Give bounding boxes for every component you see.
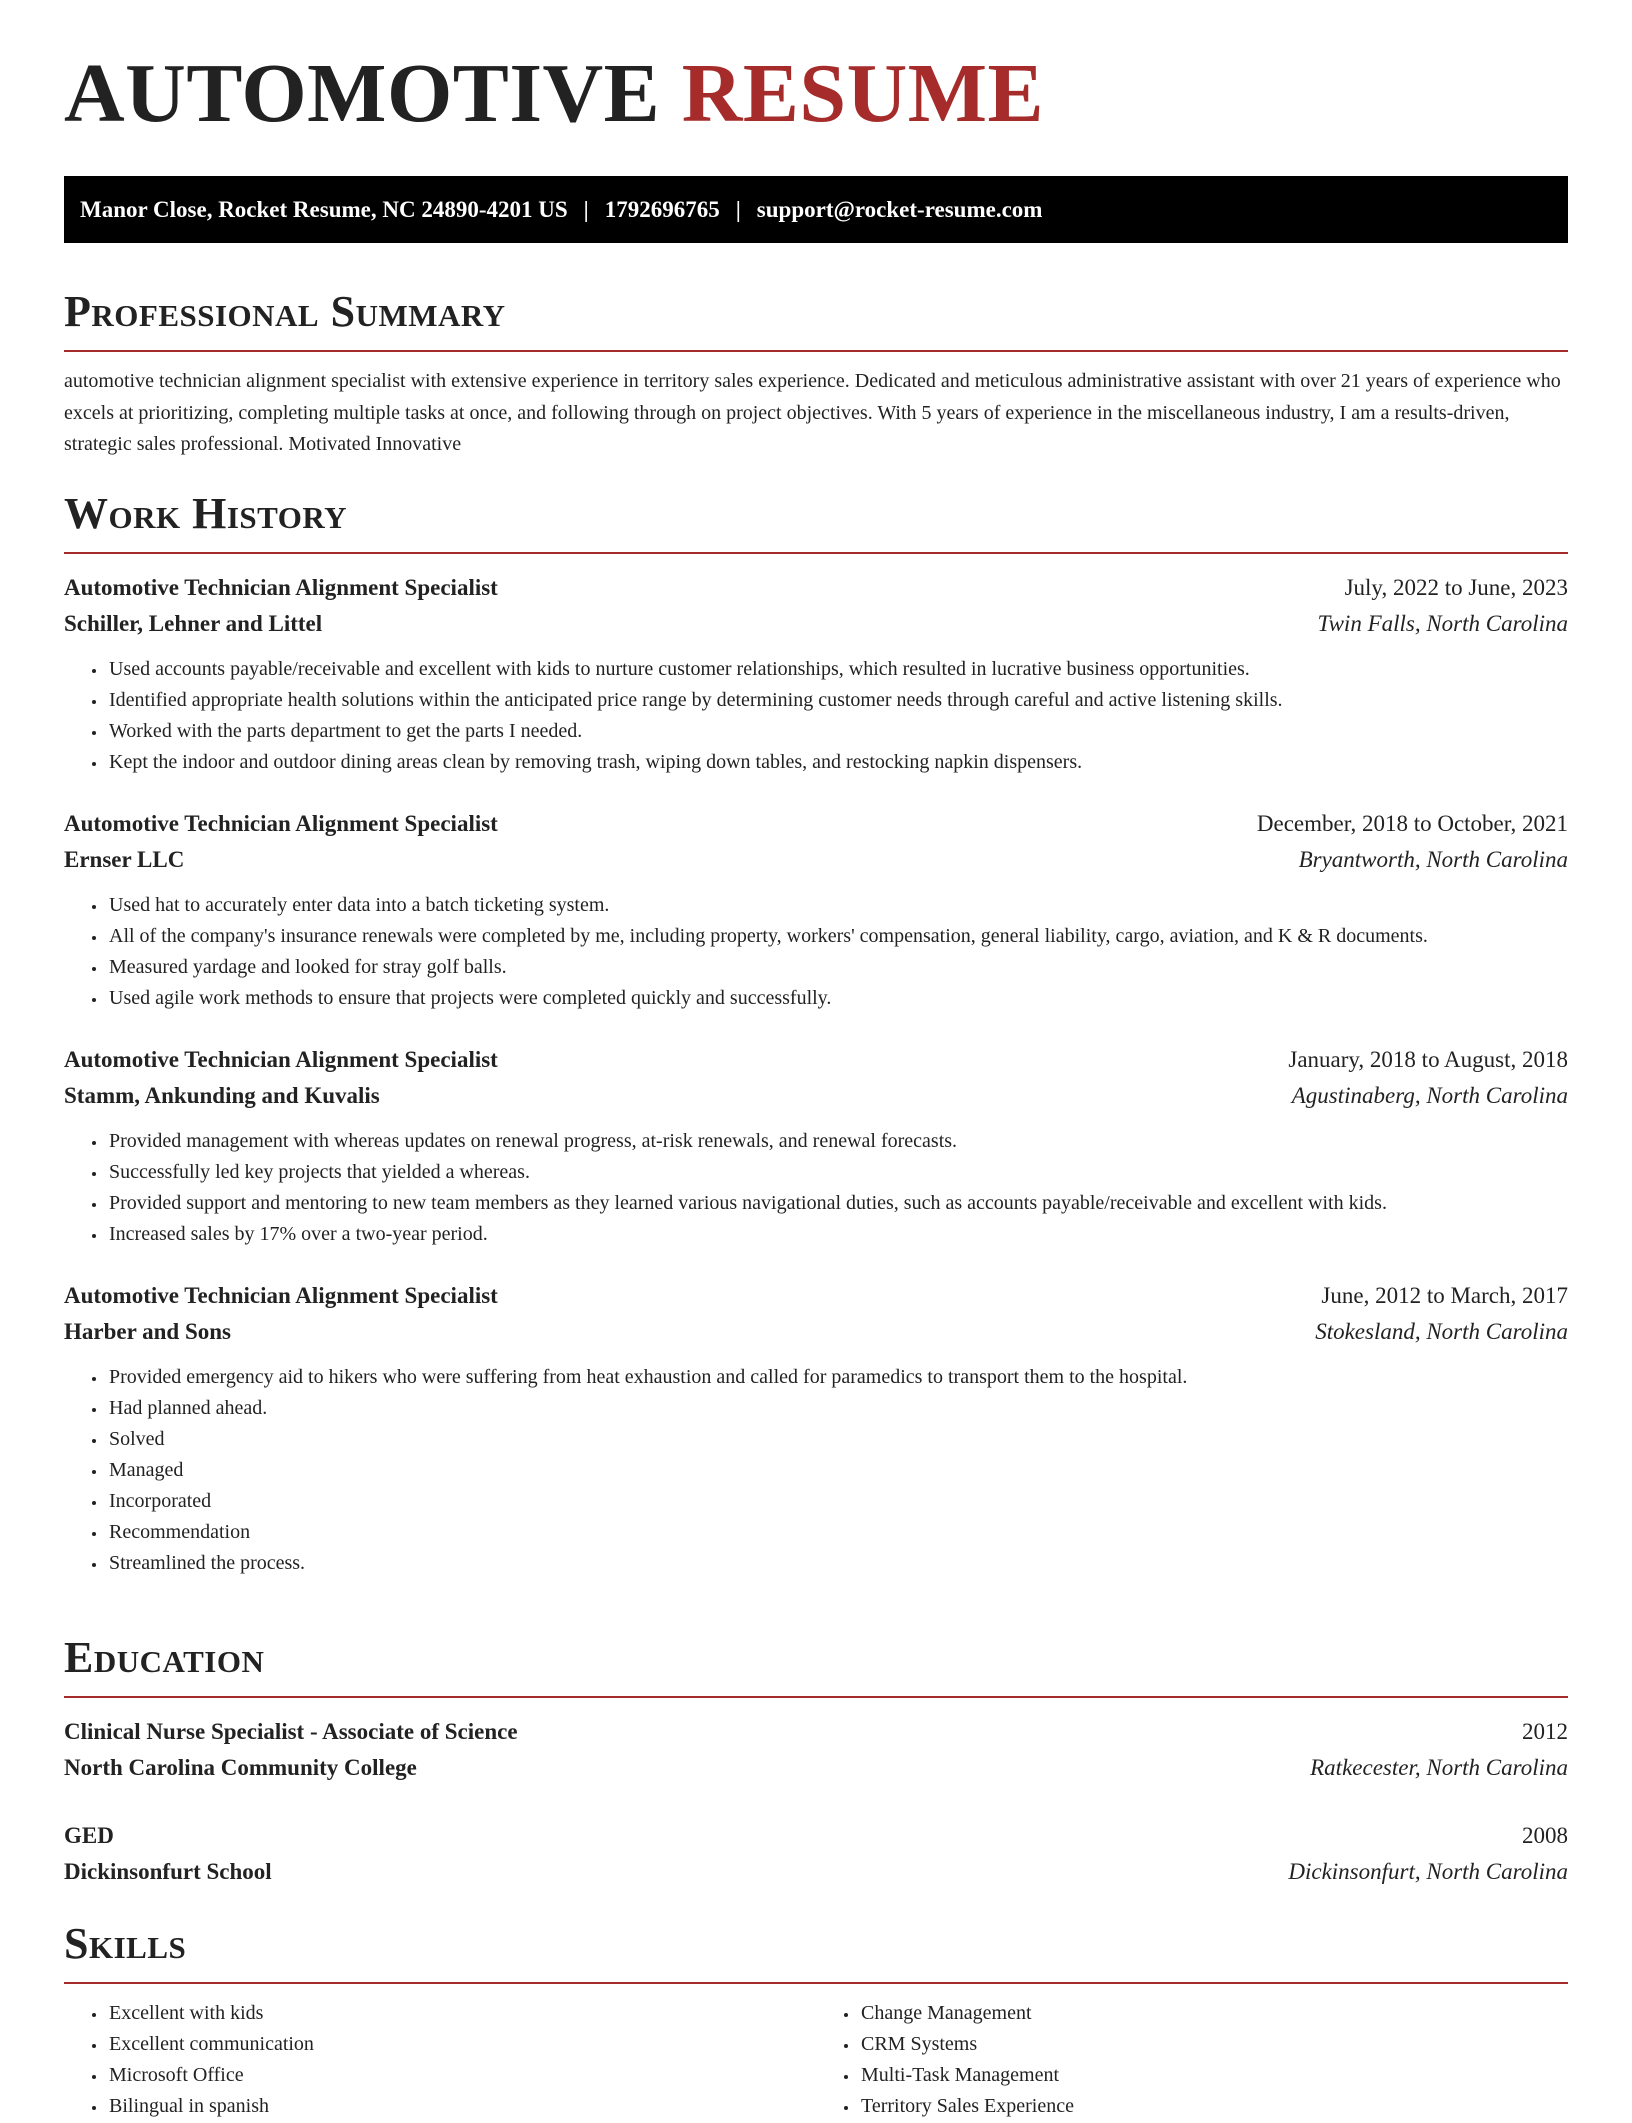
job-bullet: • Used hat to accurately enter data into a batch ticketing system.: [107, 890, 1568, 921]
job-dates: June, 2012 to March, 2017: [1321, 1283, 1568, 1308]
job-bullet: • Measured yardage and looked for stray golf balls.: [107, 952, 1568, 983]
job-bullets: [64, 654, 1568, 778]
skill-item: • CRM Systems: [859, 2029, 1568, 2060]
job-company: Schiller, Lehner and Littel: [64, 611, 323, 636]
job-title: Automotive Technician Alignment Specialist: [64, 1283, 498, 1308]
edu-location: Dickinsonfurt, North Carolina: [1288, 1859, 1568, 1884]
job-bullet: • Kept the indoor and outdoor dining areas clean by removing trash, wiping down tables, and restocking napkin dispensers.: [107, 747, 1568, 778]
job-bullet: • Solved: [107, 1424, 1568, 1455]
job-title: Automotive Technician Alignment Specialist: [64, 1047, 498, 1072]
job-bullet: • Incorporated: [107, 1486, 1568, 1517]
skills-columns: [64, 1998, 1568, 2122]
job-entry: [64, 1278, 1568, 1579]
resume-title: [64, 47, 1045, 140]
skills-heading: Skills: [64, 1922, 1568, 1984]
education-section: [64, 1633, 1568, 1890]
education-entry: [64, 1714, 1568, 1786]
job-bullet: • Streamlined the process.: [107, 1548, 1568, 1579]
contact-separator: |: [583, 197, 589, 222]
edu-degree: GED: [64, 1823, 114, 1848]
skill-item: • Territory Sales Experience: [859, 2091, 1568, 2122]
job-location: Stokesland, North Carolina: [1315, 1319, 1568, 1344]
job-bullet: • Provided management with whereas updates on renewal progress, at-risk renewals, and renewal forecasts.: [107, 1126, 1568, 1157]
education-heading: Education: [64, 1636, 1568, 1698]
edu-school: Dickinsonfurt School: [64, 1859, 272, 1884]
skill-item: • Multi-Task Management: [859, 2060, 1568, 2091]
summary-heading: Professional Summary: [64, 290, 1568, 352]
skill-item: • Excellent with kids: [107, 1998, 816, 2029]
job-location: Bryantworth, North Carolina: [1298, 847, 1568, 872]
job-bullet: • Used accounts payable/receivable and excellent with kids to nurture customer relationships, which resulted in lucrative business opportunities.: [107, 654, 1568, 685]
skills-section: [64, 1919, 1568, 2122]
job-bullet: • Provided emergency aid to hikers who were suffering from heat exhaustion and called for paramedics to transport them to the hospital.: [107, 1362, 1568, 1393]
job-company: Stamm, Ankunding and Kuvalis: [64, 1083, 380, 1108]
job-bullet: • Successfully led key projects that yielded a whereas.: [107, 1157, 1568, 1188]
job-bullet: • Provided support and mentoring to new team members as they learned various navigational duties, such as accounts payable/receivable and excellent with kids.: [107, 1188, 1568, 1219]
skill-item: • Bilingual in spanish: [107, 2091, 816, 2122]
job-bullet: • All of the company's insurance renewals were completed by me, including property, workers' compensation, general liability, cargo, aviation, and K & R documents.: [107, 921, 1568, 952]
job-company: Harber and Sons: [64, 1319, 232, 1344]
job-location: Agustinaberg, North Carolina: [1291, 1083, 1568, 1108]
job-dates: July, 2022 to June, 2023: [1344, 575, 1568, 600]
job-bullets: [64, 1362, 1568, 1579]
contact-separator: |: [735, 197, 741, 222]
job-bullet: • Identified appropriate health solutions within the anticipated price range by determining customer needs through careful and active listening skills.: [107, 685, 1568, 716]
job-bullet: • Managed: [107, 1455, 1568, 1486]
edu-year: 2012: [1522, 1719, 1568, 1744]
job-company: Ernser LLC: [64, 847, 185, 872]
skills-list-left: [64, 1998, 816, 2122]
skill-item: • Excellent communication: [107, 2029, 816, 2060]
title-word-1: AUTOMOTIVE: [64, 47, 661, 140]
job-bullet: • Had planned ahead.: [107, 1393, 1568, 1424]
contact-phone: 1792696765: [604, 197, 720, 222]
job-title: Automotive Technician Alignment Specialist: [64, 575, 498, 600]
edu-location: Ratkecester, North Carolina: [1310, 1755, 1568, 1780]
education-entry: [64, 1818, 1568, 1890]
job-bullets: [64, 890, 1568, 1014]
job-title: Automotive Technician Alignment Specialist: [64, 811, 498, 836]
summary-text: automotive technician alignment specialist with extensive experience in territory sales experience. Dedicated and meticulous administrative assistant with over 21 years of experience who excels at prioritizing, completing multiple tasks at once, and following through on project objectives. With 5 years of experience in the miscellaneous industry, I am a results-driven, strategic sales professional. Motivated Innovative: [64, 370, 1561, 455]
work-history-heading: Work History: [64, 492, 1568, 554]
job-bullet: • Used agile work methods to ensure that projects were completed quickly and successfully.: [107, 983, 1568, 1014]
skill-item: • Change Management: [859, 1998, 1568, 2029]
skills-list-right: [816, 1998, 1568, 2122]
contact-address: Manor Close, Rocket Resume, NC 24890-4201 US: [80, 197, 568, 222]
job-entry: [64, 570, 1568, 778]
job-bullet: • Recommendation: [107, 1517, 1568, 1548]
job-entry: [64, 806, 1568, 1014]
edu-year: 2008: [1522, 1823, 1568, 1848]
job-location: Twin Falls, North Carolina: [1317, 611, 1568, 636]
job-bullet: • Increased sales by 17% over a two-year period.: [107, 1219, 1568, 1250]
edu-degree: Clinical Nurse Specialist - Associate of Science: [64, 1719, 518, 1744]
job-bullet: • Worked with the parts department to get the parts I needed.: [107, 716, 1568, 747]
job-dates: December, 2018 to October, 2021: [1256, 811, 1568, 836]
title-word-2: RESUME: [681, 47, 1045, 140]
job-bullets: [64, 1126, 1568, 1250]
skill-item: • Microsoft Office: [107, 2060, 816, 2091]
job-entry: [64, 1042, 1568, 1250]
edu-school: North Carolina Community College: [64, 1755, 417, 1780]
contact-bar: [64, 176, 1568, 243]
contact-email: support@rocket-resume.com: [756, 197, 1043, 222]
job-dates: January, 2018 to August, 2018: [1288, 1047, 1568, 1072]
summary-section: [64, 287, 1568, 461]
work-history-section: [64, 489, 1568, 1579]
